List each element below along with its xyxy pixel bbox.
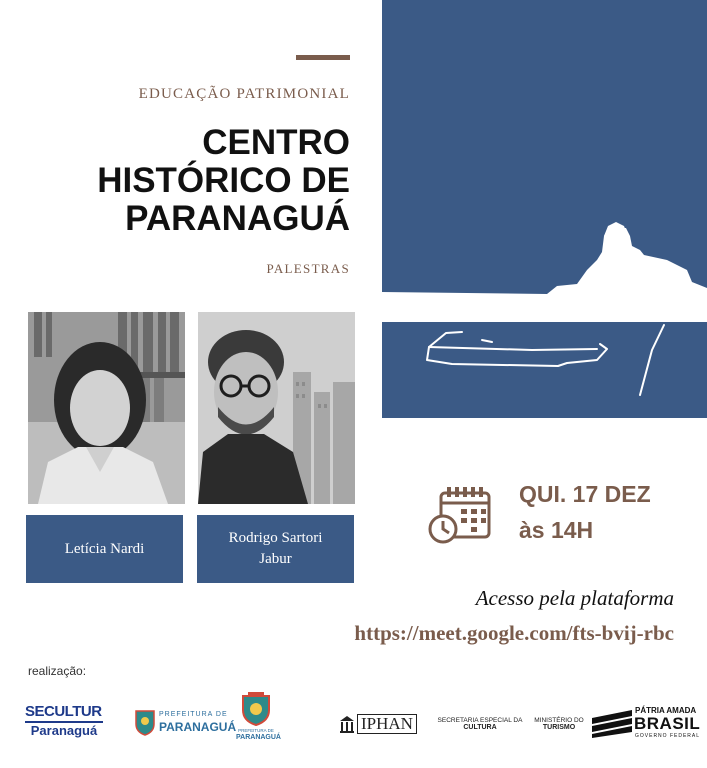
logo-text: TURISMO [542,724,576,731]
title-line: PARANAGUÁ [125,199,350,238]
speaker-name-box [26,515,183,583]
flag-stripes-icon [592,708,632,738]
speaker-name: Rodrigo Sartori [228,530,323,546]
logo-text: SECRETARIA ESPECIAL DA [437,717,523,724]
access-label: Acesso pela plataforma [475,586,674,610]
speaker-name: Jabur [259,551,292,567]
secultur-logo [25,704,103,740]
brasil-logo [592,706,704,740]
event-time: às 14H [519,517,594,543]
title-line: CENTRO [202,123,350,162]
calendar-clock-icon [427,485,493,545]
event-date: QUI. 17 DEZ [519,481,651,507]
page-title [97,124,350,238]
ministerio-logo [533,717,585,731]
logo-text: PREFEITURA DE [159,711,228,718]
prefeitura-logo [134,708,244,742]
logo-text: GOVERNO FEDERAL [635,733,701,739]
speaker-name-box [197,515,354,583]
kicker-text: EDUCAÇÃO PATRIMONIAL [138,86,350,102]
credit-label: realização: [28,664,87,678]
crest-icon [134,708,156,736]
speaker-photo-2 [198,312,355,504]
speaker-photo-1 [28,312,185,504]
logo-text: PARANAGUÁ [236,734,281,741]
logo-text: Paranaguá [30,723,98,738]
logo-text: PREFEITURA DE [238,728,274,733]
iphan-logo [339,713,423,735]
building-icon [339,715,355,733]
logo-text: BRASIL [634,714,701,733]
prefeitura-crest-logo [236,692,281,748]
logo-text: SECULTUR [25,703,102,720]
logo-text: CULTURA [463,724,497,731]
logo-text: MINISTÉRIO DO [534,717,584,724]
logo-text: PARANAGUÁ [159,720,237,734]
crest-icon [240,692,272,726]
meeting-link[interactable]: https://meet.google.com/fts-bvij-rbc [354,621,674,645]
secretaria-logo [435,717,525,731]
accent-bar [296,55,350,60]
subtitle-text: PALESTRAS [266,261,350,276]
logo-text: IPHAN [357,714,417,734]
hero-illustration [382,0,707,418]
title-line: HISTÓRICO DE [97,161,350,200]
logo-text: PÁTRIA AMADA [635,706,697,715]
speaker-name: Letícia Nardi [64,540,145,557]
